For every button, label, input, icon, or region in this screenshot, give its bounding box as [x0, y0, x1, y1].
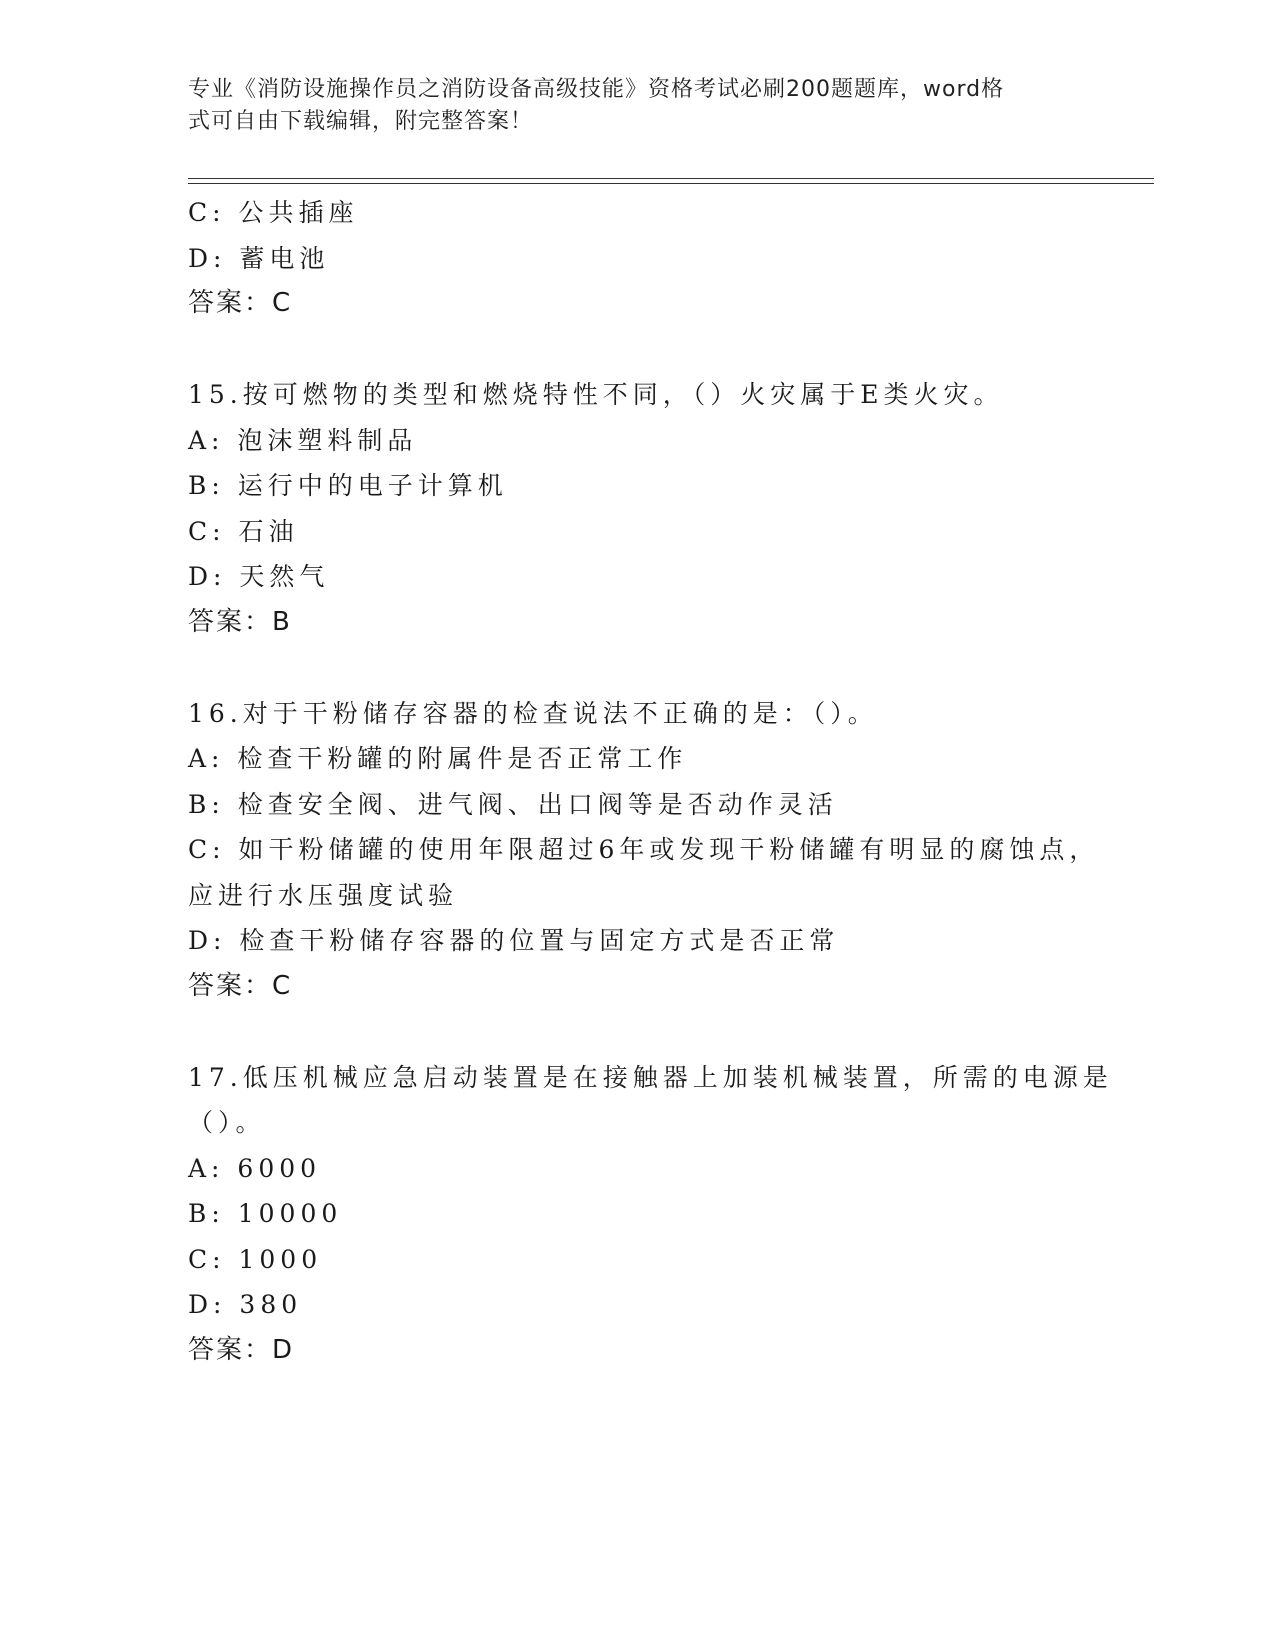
header-title-line-1: 专业《消防设施操作员之消防设备高级技能》资格考试必刷200题题库，word格 — [188, 77, 1005, 102]
spacer — [188, 327, 1088, 373]
option-c: C: 公共插座 — [188, 198, 359, 227]
option-d: D: 蓄电池 — [188, 243, 330, 273]
option-c: C: 1000 — [188, 1244, 323, 1274]
page-header — [188, 74, 1068, 138]
question-stem: 17.低压机械应急启动装置是在接触器上加装机械装置，所需的电源是 — [188, 1062, 1113, 1092]
option-c: C: 石油 — [188, 516, 299, 546]
option-d: D: 检查干粉储存容器的位置与固定方式是否正常 — [188, 926, 840, 955]
question-16 — [188, 691, 1100, 1010]
spacer — [188, 645, 1088, 691]
answer-line: 答案：C — [188, 288, 293, 318]
question-17 — [188, 1055, 1113, 1374]
header-title-line-2: 式可自由下载编辑，附完整答案！ — [188, 109, 534, 134]
answer-line: 答案：C — [188, 970, 293, 1001]
header-divider-bottom — [188, 183, 1154, 184]
option-b: B: 运行中的电子计算机 — [188, 471, 508, 500]
option-c-continuation: 应进行水压强度试验 — [188, 880, 459, 910]
question-14-tail — [188, 190, 1088, 327]
option-a: A: 6000 — [188, 1153, 322, 1183]
spacer — [188, 1009, 1088, 1055]
option-c: C: 如干粉储罐的使用年限超过6年或发现干粉储罐有明显的腐蚀点， — [188, 835, 1100, 864]
option-b: B: 检查安全阀、进气阀、出口阀等是否动作灵活 — [188, 789, 838, 819]
question-stem-continuation: （）。 — [188, 1108, 266, 1137]
question-stem: 15.按可燃物的类型和燃烧特性不同，（）火灾属于E类火灾。 — [188, 380, 1004, 409]
option-d: D: 天然气 — [188, 562, 330, 591]
question-stem: 16.对于干粉储存容器的检查说法不正确的是：（）。 — [188, 698, 878, 728]
header-divider-top — [188, 178, 1154, 179]
answer-line: 答案：D — [188, 1334, 295, 1365]
document-body — [188, 190, 1113, 1373]
option-a: A: 检查干粉罐的附属件是否正常工作 — [188, 744, 688, 773]
option-d: D: 380 — [188, 1290, 303, 1319]
question-15 — [188, 372, 1088, 645]
option-b: B: 10000 — [188, 1199, 343, 1228]
answer-line: 答案：B — [188, 606, 292, 637]
option-a: A: 泡沫塑料制品 — [188, 425, 418, 455]
